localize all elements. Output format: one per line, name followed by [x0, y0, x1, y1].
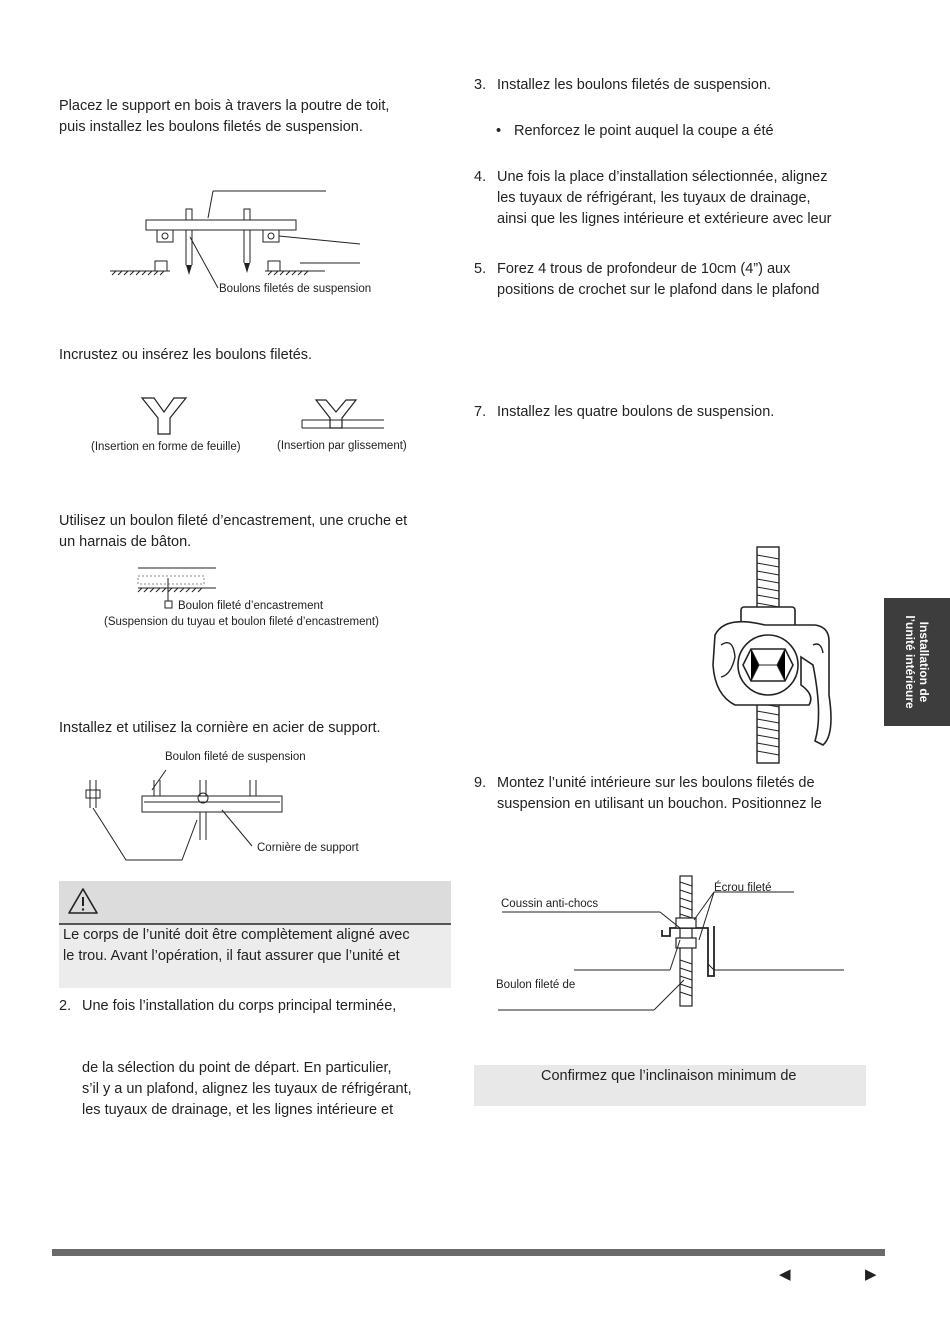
warning-header — [59, 881, 451, 925]
step-9-number: 9. — [474, 775, 487, 791]
figure-9-label-nut: Écrou fileté — [714, 882, 772, 894]
step-3-sub-text: Renforcez le point auquel la coupe a été — [514, 123, 774, 139]
warning-text-2: le trou. Avant l’opération, il faut assurer que l’unité et — [63, 948, 400, 964]
paragraph-wood-support-1: Placez le support en bois à travers la poutre de toit, — [59, 98, 390, 114]
figure-2-label-leaf: (Insertion en forme de feuille) — [91, 441, 241, 453]
previous-page-icon[interactable]: ◀ — [779, 1266, 791, 1283]
side-tab-label — [903, 615, 931, 708]
step-7-text: Installez les quatre boulons de suspension. — [497, 404, 775, 420]
step-9-line-2: suspension en utilisant un bouchon. Positionnez le — [497, 796, 822, 812]
step-4-text: Une fois la place d’installation sélectionnée, alignez — [497, 169, 828, 185]
step-3-bullet — [496, 121, 774, 142]
step-2-line-3: s’il y a un plafond, alignez les tuyaux de réfrigérant, — [82, 1081, 412, 1097]
step-4-number: 4. — [474, 169, 487, 185]
step-2-number: 2. — [59, 998, 72, 1014]
step-2 — [59, 996, 396, 1017]
figure-9-label-bolt: Boulon fileté de — [496, 979, 576, 991]
figure-2-label-slide: (Insertion par glissement) — [277, 440, 407, 452]
step-2-line-2: de la sélection du point de départ. En particulier, — [82, 1060, 392, 1076]
step-2-line-4: les tuyaux de drainage, et les lignes intérieure et — [82, 1102, 394, 1118]
step-2-text: Une fois l’installation du corps principal terminée, — [82, 998, 397, 1014]
step-4-line-3: ainsi que les lignes intérieure et extérieure avec leur — [497, 211, 832, 227]
figure-4-label-angle: Cornière de support — [257, 842, 359, 854]
footer-rule — [52, 1249, 885, 1256]
mounting-figure — [494, 870, 854, 1020]
step-5-line-2: positions de crochet sur le plafond dans le plafond — [497, 282, 820, 298]
figure-4-label-bolt: Boulon fileté de suspension — [165, 751, 306, 763]
figure-3-label-bolt: Boulon fileté d’encastrement — [178, 600, 324, 612]
paragraph-insert-bolts: Incrustez ou insérez les boulons filetés. — [59, 347, 313, 363]
suspension-bolt-clamp-figure — [705, 545, 845, 765]
step-5-number: 5. — [474, 261, 487, 277]
step-5 — [474, 259, 790, 280]
warning-icon — [67, 887, 99, 915]
step-3-text: Installez les boulons filetés de suspension. — [497, 77, 772, 93]
figure-9-label-cushion: Coussin anti-chocs — [501, 898, 599, 910]
side-tab-line-1: Installation de — [917, 621, 931, 703]
figure-1-label: Boulons filetés de suspension — [219, 283, 372, 295]
next-page-icon[interactable]: ▶ — [865, 1266, 877, 1283]
step-7-number: 7. — [474, 404, 487, 420]
note-text: Confirmez que l’inclinaison minimum de — [541, 1068, 797, 1084]
bullet-icon: • — [496, 123, 502, 139]
step-3 — [474, 75, 771, 96]
paragraph-wood-support-2: puis installez les boulons filetés de suspension. — [59, 119, 363, 135]
step-5-text: Forez 4 trous de profondeur de 10cm (4”) aux — [497, 261, 791, 277]
warning-text-1: Le corps de l’unité doit être complètement aligné avec — [63, 927, 410, 943]
section-side-tab[interactable] — [884, 598, 950, 726]
step-4 — [474, 167, 827, 188]
step-9 — [474, 773, 815, 794]
step-7 — [474, 402, 774, 423]
side-tab-line-2: l’unité intérieure — [903, 615, 917, 709]
figure-3-label-suspension: (Suspension du tuyau et boulon fileté d’encastrement) — [104, 616, 379, 628]
paragraph-angle-steel: Installez et utilisez la cornière en acier de support. — [59, 720, 381, 736]
step-4-line-2: les tuyaux de réfrigérant, les tuyaux de drainage, — [497, 190, 811, 206]
paragraph-embedded-bolt-2: un harnais de bâton. — [59, 534, 192, 550]
step-3-number: 3. — [474, 77, 487, 93]
paragraph-embedded-bolt-1: Utilisez un boulon fileté d’encastrement, une cruche et — [59, 513, 408, 529]
leaf-insert-figure — [140, 396, 190, 436]
step-9-text: Montez l’unité intérieure sur les boulons filetés de — [497, 775, 815, 791]
slide-insert-figure — [300, 398, 386, 432]
